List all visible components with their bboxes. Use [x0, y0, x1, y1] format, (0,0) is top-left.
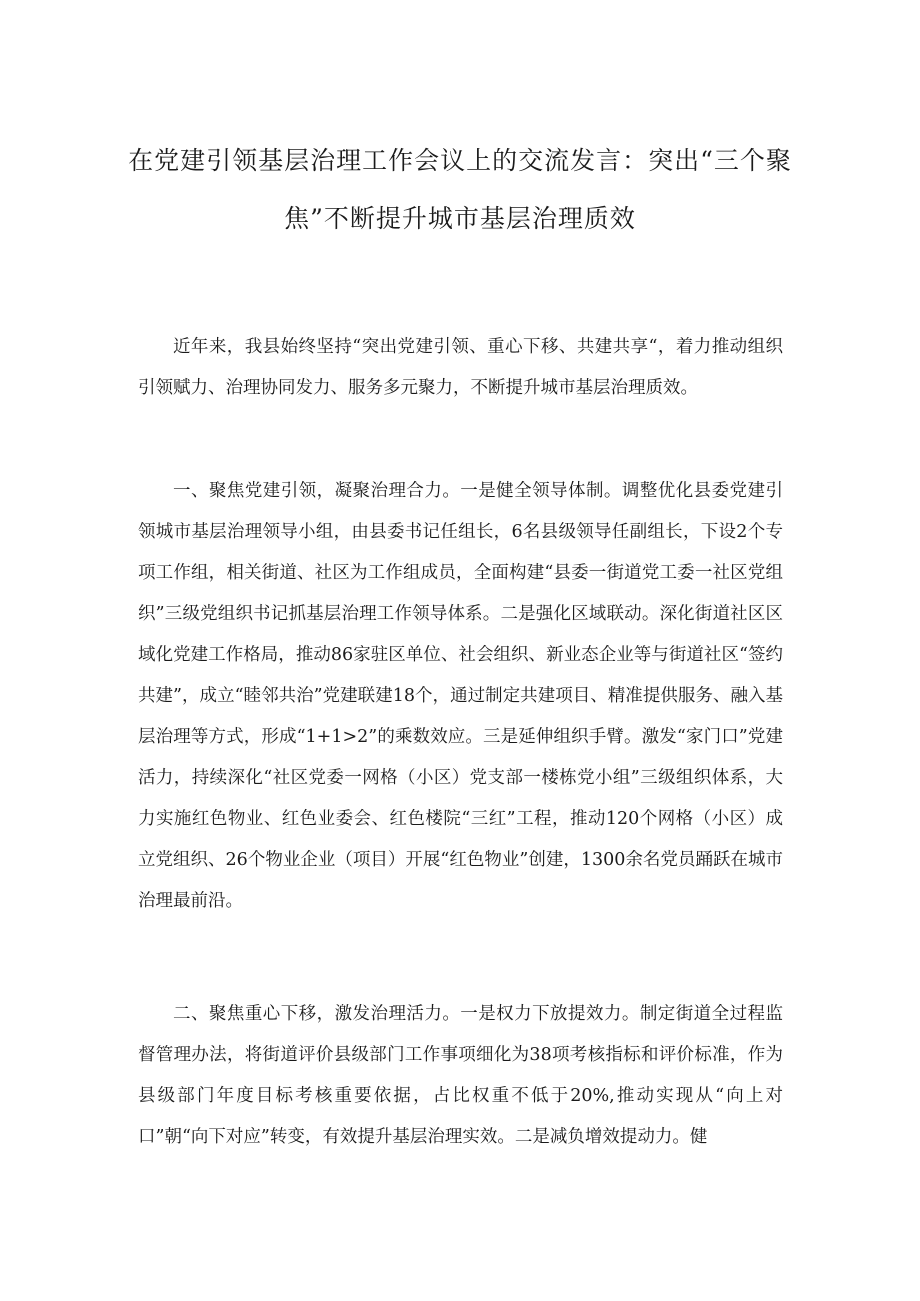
paragraph-intro: 近年来，我县始终坚持“突出党建引领、重心下移、共建共享“，着力推动组织引领赋力、治理协同发力、服务多元聚力，不断提升城市基层治理质效。: [138, 337, 783, 398]
paragraph-section-two: 二、聚焦重心下移，激发治理活力。一是权力下放提效力。制定街道全过程监督管理办法，将街道评价县级部门工作事项细化为38项考核指标和评价标准，作为县级部门年度目标考核重要依据，占比权重不低于20%,推动实现从“向上对口”朝“向下对应”转变，有效提升基层治理实效。二是减负增效提动力。健: [138, 1004, 783, 1147]
paragraph-section-one: 一、聚焦党建引领，凝聚治理合力。一是健全领导体制。调整优化县委党建引领城市基层治理领导小组，由县委书记任组长，6名县级领导任副组长，下设2个专项工作组，相关街道、社区为工作组成员，全面构建“县委一街道党工委一社区党组织”三级党组织书记抓基层治理工作领导体系。二是强化区域联动。深化街道社区区域化党建工作格局，推动86家驻区单位、社会组织、新业态企业等与街道社区“签约共建”，成立“睦邻共治”党建联建18个，通过制定共建项目、精准提供服务、融入基层治理等方式，形成“1+1>2”的乘数效应。三是延伸组织手臂。激发“家门口”党建活力，持续深化“社区党委一网格（小区）党支部一楼栋党小组”三级组织体系，大力实施红色物业、红色业委会、红色楼院“三红”工程，推动120个网格（小区）成立党组织、26个物业企业（项目）开展“红色物业”创建，1300余名党员踊跃在城市治理最前沿。: [138, 481, 783, 911]
document-title: 在党建引领基层治理工作会议上的交流发言：突出“三个聚焦”不断提升城市基层治理质效: [128, 146, 792, 233]
